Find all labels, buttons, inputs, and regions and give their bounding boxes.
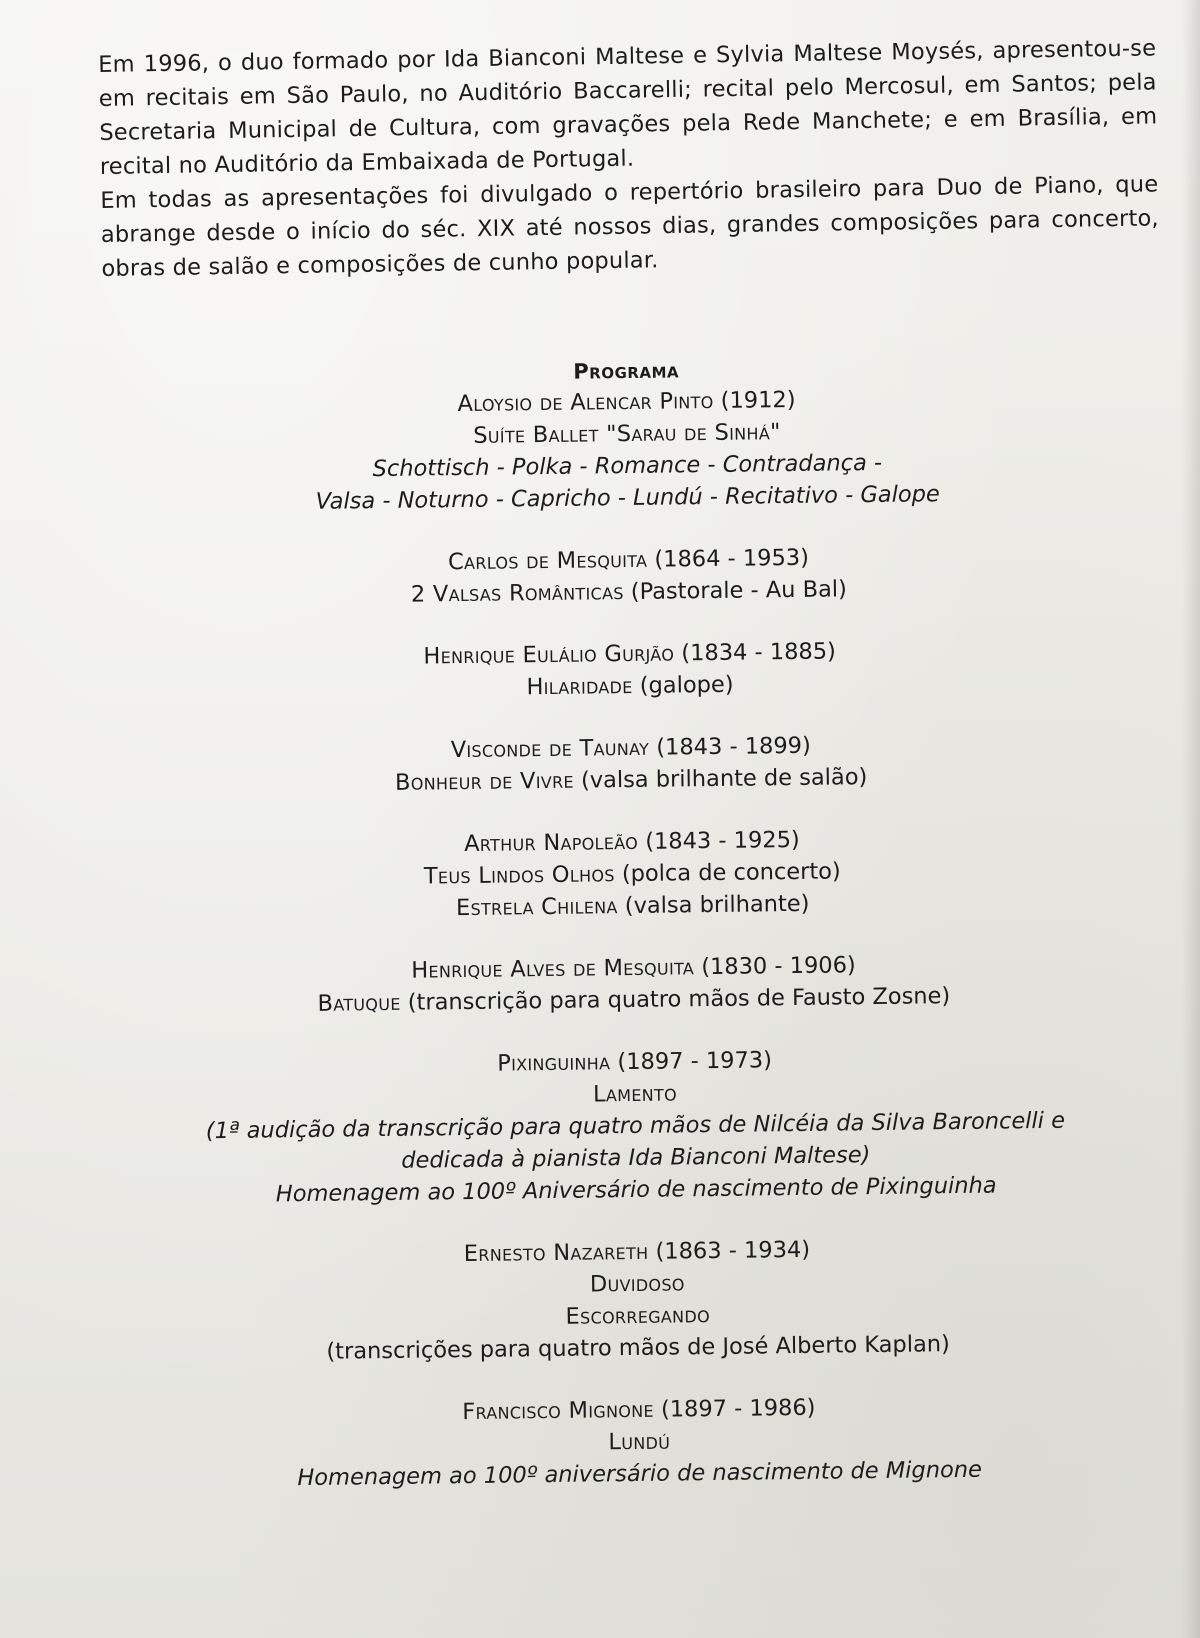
work-title: Duvidoso — [589, 1270, 685, 1298]
work-note: (polca de concerto) — [614, 858, 841, 888]
composer-name: Carlos de Mesquita — [447, 546, 648, 576]
composer-name: Ernesto Nazareth — [463, 1238, 649, 1268]
work-title: Teus Lindos Olhos — [423, 861, 615, 890]
work-title: Lamento — [592, 1080, 678, 1108]
work-title: Escorregando — [565, 1302, 711, 1330]
composer-name: Aloysio de Alencar Pinto — [457, 387, 714, 418]
composer-dates: (1843 - 1925) — [637, 826, 800, 855]
composer-dates: (1863 - 1934) — [648, 1236, 811, 1265]
tribute-line: Homenagem ao 100º aniversário de nascimento de Mignone — [297, 1456, 983, 1492]
work-title: Hilaridade — [526, 672, 633, 701]
tribute-line: Homenagem ao 100º Aniversário de nascimento de Pixinguinha — [275, 1172, 997, 1208]
program-entry — [87, 945, 1180, 1022]
movements-line: Valsa - Noturno - Capricho - Lundú - Recitativo - Galope — [315, 481, 940, 515]
composer-dates: (1834 - 1885) — [674, 638, 837, 667]
program-entry — [85, 725, 1178, 802]
work-note: (1ª audição da transcrição para quatro mãos de Nilcéia da Silva Baroncelli e — [205, 1107, 1066, 1145]
program-title: Programa — [573, 358, 680, 384]
composer-dates: (1897 - 1986) — [653, 1394, 816, 1423]
composer-name: Arthur Napoleão — [463, 828, 639, 858]
program-section — [80, 349, 1186, 1526]
program-entry — [91, 1229, 1184, 1370]
work-title: Lundú — [608, 1428, 671, 1456]
composer-dates: (1843 - 1899) — [649, 732, 811, 761]
intro-text — [98, 31, 1160, 286]
work-title: Bonheur de Vivre — [394, 767, 574, 796]
program-entry — [86, 819, 1179, 928]
work-title: 2 Valsas Românticas — [410, 579, 624, 608]
movements-line: Schottisch - Polka - Romance - Contradança - — [372, 449, 883, 483]
composer-name: Henrique Alves de Mesquita — [411, 954, 695, 984]
work-title: Estrela Chilena — [455, 893, 618, 922]
program-entry — [83, 631, 1176, 708]
program-entry — [82, 537, 1175, 614]
composer-dates: (1897 - 1973) — [610, 1047, 773, 1076]
program-entry — [88, 1039, 1182, 1212]
composer-name: Henrique Eulálio Gurjão — [423, 640, 675, 670]
composer-dates: (1864 - 1953) — [647, 544, 810, 573]
work-note: (valsa brilhante de salão) — [573, 764, 868, 794]
work-note: (transcrições para quatro mãos de José Alberto Kaplan) — [326, 1331, 950, 1365]
composer-name: Visconde de Taunay — [450, 734, 650, 764]
composer-dates: (1830 - 1906) — [693, 952, 856, 981]
program-entry — [80, 379, 1173, 520]
work-title: Suíte Ballet "Sarau de Sinhá" — [473, 419, 781, 449]
work-title: Batuque — [317, 989, 401, 1017]
program-entry — [93, 1387, 1186, 1496]
work-note: dedicada à pianista Ida Bianconi Maltese) — [401, 1142, 871, 1174]
composer-name: Francisco Mignone — [462, 1396, 654, 1426]
work-note: (valsa brilhante) — [617, 890, 810, 920]
composer-dates: (1912) — [713, 386, 796, 414]
work-note: (Pastorale - Au Bal) — [623, 576, 848, 606]
composer-name: Pixinguinha — [497, 1049, 611, 1077]
intro-paragraph-1: Em 1996, o duo formado por Ida Bianconi Maltese e Sylvia Maltese Moysés, apresentou-se em recitais em São Paulo, no Auditório Baccarelli; recital pelo Mercosul, em Santos; pela Secretaria Municipal de Cultura, com gravações pela Rede Manchete; e em Brasília, em recital no Auditório da Embaixada de Portugal. — [98, 35, 1158, 180]
work-note: (galope) — [632, 671, 734, 699]
intro-paragraph-2: Em todas as apresentações foi divulgado o repertório brasileiro para Duo de Piano, que abrange desde o início do séc. XIX até nossos dias, grandes composições para concerto, obras de salão e composições de cunho popular. — [100, 171, 1160, 282]
work-note: (transcrição para quatro mãos de Fausto Zosne) — [400, 983, 951, 1016]
